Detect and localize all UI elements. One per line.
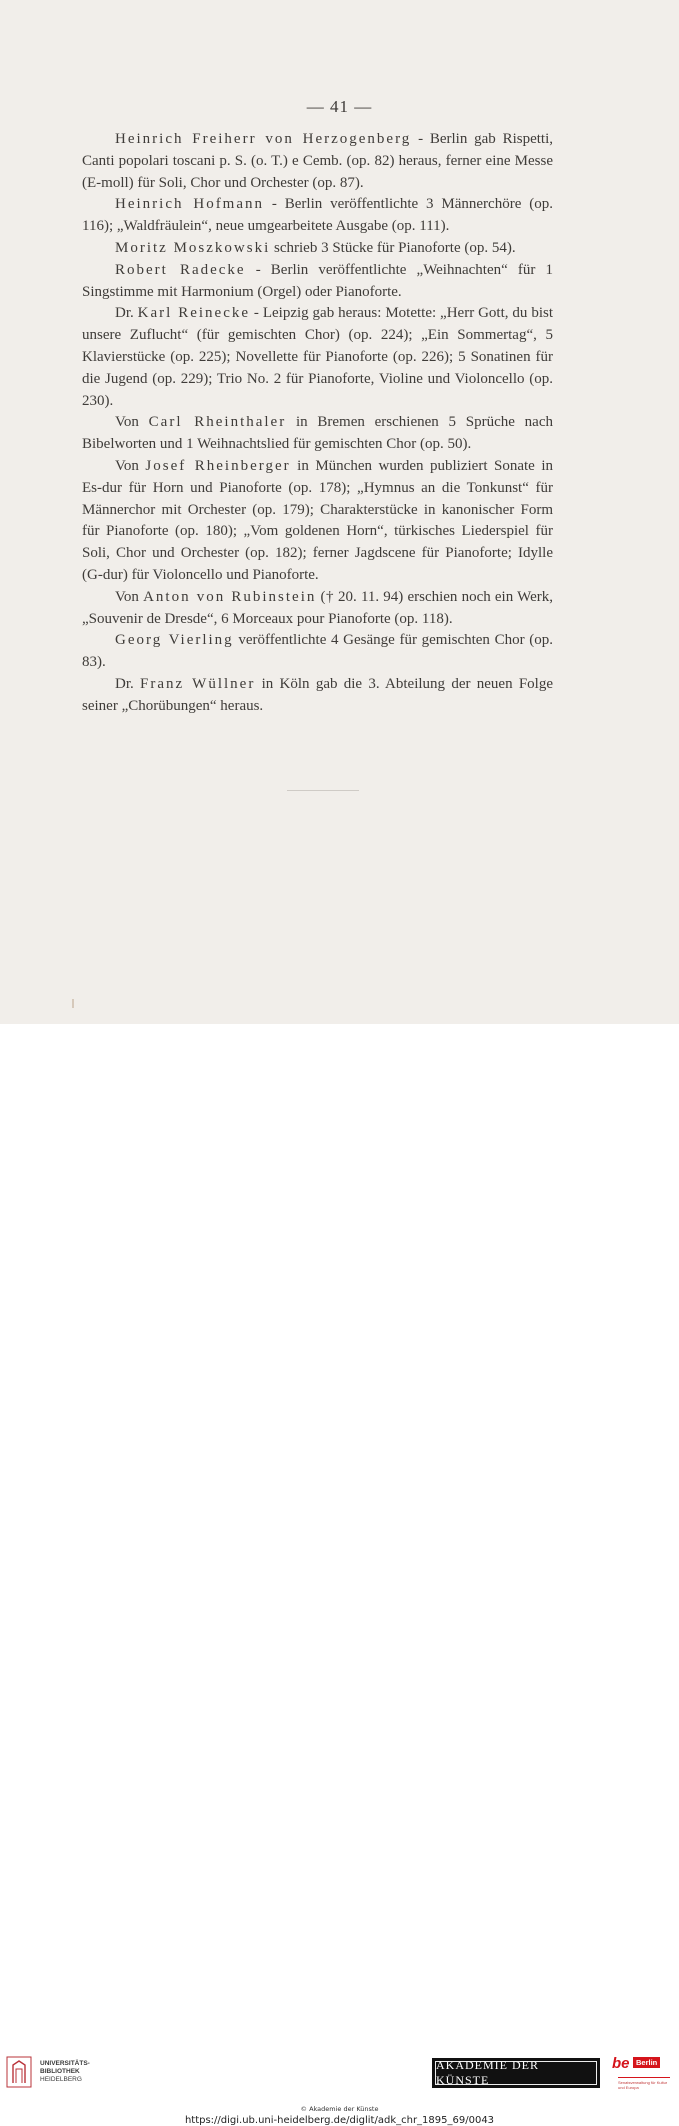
paragraph: Heinrich Hofmann - Berlin veröffentlichte 3 Männerchöre (op. 116); „Waldfräulein“, neue umgearbeitete Ausgabe (op. 111).: [82, 196, 553, 235]
paragraph: Von Anton von Rubinstein († 20. 11. 94) erschien noch ein Werk, „Souvenir de Dresde“, 6 Morceaux pour Pianoforte (op. 118).: [82, 588, 553, 627]
composer-name: Georg Vierling: [115, 632, 234, 649]
composer-name: Franz Wüllner: [140, 675, 256, 692]
composer-name: Heinrich Hofmann: [115, 196, 265, 213]
berlin-logo[interactable]: [612, 2055, 670, 2095]
source-url[interactable]: https://digi.ub.uni-heidelberg.de/diglit/adk_chr_1895_69/0043: [184, 2115, 495, 2126]
akademie-label: AKADEMIE DER KÜNSTE: [435, 2061, 597, 2085]
composer-name: Moritz Moszkowski: [115, 239, 271, 256]
paragraph: Georg Vierling veröffentlichte 4 Gesänge für gemischten Chor (op. 83).: [82, 632, 553, 671]
library-name[interactable]: UNIVERSITÄTS- BIBLIOTHEK HEIDELBERG: [40, 2060, 90, 2083]
paper-speck: [72, 999, 74, 1008]
be-mark: be: [612, 2055, 630, 2072]
composer-name: Karl Reinecke: [137, 305, 251, 322]
composer-name: Carl Rheinthaler: [148, 414, 287, 431]
paragraph: Dr. Karl Reinecke - Leipzig gab heraus: Motette: „Herr Gott, du bist unsere Zuflucht“ (für gemischten Chor) (op. 224); „Ein Sommertag“, 5 Klavierstücke (op. 225); Novellette für Pianoforte (op. 226); 5 Sonatinen für die Jugend (op. 229); Trio No. 2 für Pianoforte, Violine und Violoncello (op. 230).: [82, 305, 553, 409]
paragraph: Moritz Moszkowski schrieb 3 Stücke für Pianoforte (op. 54).: [115, 239, 516, 256]
paragraph: Von Josef Rheinberger in München wurden publiziert Sonate in Es-dur für Horn und Pianoforte (op. 178); „Hymnus an die Tonkunst“ für Männerchor mit Orchester (op. 179); Charakterstücke in kanonischer Form für Pianoforte (op. 180); „Vom goldenen Horn“, türkisches Liederspiel für Soli, Chor und Orchester (op. 182); ferner Jagdscene für Pianoforte; Idylle (G-dur) für Violoncello und Pianoforte.: [82, 457, 554, 583]
closing-rule: [287, 790, 359, 791]
copyright: © Akademie der Künste: [300, 2105, 379, 2113]
paragraph: Heinrich Freiherr von Herzogenberg - Berlin gab Rispetti, Canti popolari toscani p. S. (o. T.) e Cemb. (op. 82) heraus, ferner eine Messe (E-moll) für Soli, Chor und Orchester (op. 87).: [82, 131, 553, 191]
composer-name: Heinrich Freiherr von Herzogenberg: [115, 131, 412, 147]
heidelberg-library-logo-icon[interactable]: [6, 2056, 32, 2088]
composer-name: Robert Radecke: [115, 261, 246, 278]
paragraph: Dr. Franz Wüllner in Köln gab die 3. Abteilung der neuen Folge seiner „Chorübungen“ heraus.: [82, 675, 554, 714]
composer-name: Josef Rheinberger: [145, 457, 291, 474]
akademie-logo[interactable]: [432, 2058, 600, 2088]
page-number: — 41 —: [306, 97, 373, 116]
berlin-label: Berlin: [633, 2057, 660, 2068]
paragraph: Von Carl Rheinthaler in Bremen erschienen 5 Sprüche nach Bibelworten und 1 Weihnachtslied für gemischten Chor (op. 50).: [82, 414, 553, 453]
footer: [0, 1024, 679, 2126]
scanned-page: [0, 0, 679, 1024]
paragraph: Robert Radecke - Berlin veröffentlichte „Weihnachten“ für 1 Singstimme mit Harmonium (Orgel) oder Pianoforte.: [82, 261, 553, 300]
berlin-subtitle: Senatsverwaltung für Kultur und Europa: [618, 2077, 670, 2090]
body-text: [82, 129, 553, 718]
composer-name: Anton von Rubinstein: [143, 588, 317, 605]
